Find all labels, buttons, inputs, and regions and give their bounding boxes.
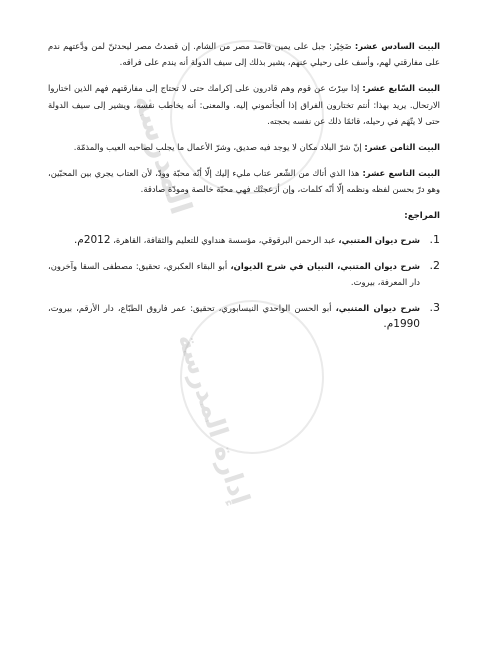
references-heading: المراجع: bbox=[404, 210, 440, 221]
reference-item-3 bbox=[48, 300, 440, 332]
reference-title: شرح ديوان المتنبي، bbox=[335, 302, 420, 313]
paragraph-text: إذا سِرْتَ عن قوم وهم قادرون على إكرامك حتى لا تحتاج إلى مفارقتهم فهم الذين اختاروا الارتحال. يريد بهذا: أنتم تختارون الفراق إذا ألجأتموني إليه. والمعنى: أنه يخاطب نفسه، ويشير إلى سيف الدولة حتى لا يتّهَم في رحيله، قائمًا ذلك عن نفسه بحجته. bbox=[48, 83, 440, 126]
watermark-text-top: المدرسة bbox=[126, 90, 199, 219]
paragraph-verse-19 bbox=[48, 165, 440, 197]
paragraph-title: البيت الثامن عشر: bbox=[364, 142, 440, 153]
paragraph-text: ضَخِيْر: جبل على يمين قاصد مصر من الشام. إن قصدتُ مصر ليحدثنّ لمن ودَّعتهم ندم على مفارقتي لهم، وأسف على رحيلي عنهم، يشير بذلك إلى سيف الدولة أنه يندم على فراقه. bbox=[48, 41, 440, 68]
reference-title: شرح ديوان المتنبي، bbox=[338, 234, 420, 245]
reference-year: 1990م. bbox=[383, 317, 420, 330]
reference-details: عبد الرحمن البرقوقي، مؤسسة هنداوي للتعليم والثقافة، القاهرة، bbox=[110, 234, 339, 245]
reference-number: 1. bbox=[429, 232, 440, 246]
reference-number: 3. bbox=[429, 300, 440, 314]
paragraph-verse-17 bbox=[48, 80, 440, 129]
reference-details: أبو البقاء العكبري، تحقيق: مصطفى السقا وآخرون، دار المعرفة، بيروت. bbox=[48, 260, 420, 287]
paragraph-title: البيت التاسع عشر: bbox=[362, 168, 440, 179]
paragraph-title: البيت السّابع عشر: bbox=[362, 83, 440, 94]
reference-title: شرح ديوان المتنبي، التبيان في شرح الديوان، bbox=[230, 260, 420, 271]
watermark-text-bottom: إدارة المدرسة bbox=[171, 330, 255, 509]
reference-item-2 bbox=[48, 258, 440, 290]
paragraph-title: البيت السادس عشر: bbox=[354, 41, 441, 51]
paragraph-text: إنّ شرّ البلاد مكان لا يوجد فيه صديق، وشرّ الأعمال ما يجلب لصاحبه العيب والمذمّة. bbox=[73, 142, 365, 153]
reference-item-1 bbox=[48, 232, 440, 248]
reference-number: 2. bbox=[429, 258, 440, 272]
reference-year: 2012م. bbox=[73, 233, 111, 246]
paragraph-verse-16 bbox=[48, 38, 440, 70]
paragraph-verse-18 bbox=[48, 139, 440, 155]
paragraph-text: هذا الذي أتاك من الشّعر عتاب مليء إليك إلّا أنّه محبّة وودّ، لأن العتاب يجري بين المحبّين، وهو درّ بحسن لفظه ونظمه إلّا أنّه كلمات، وإن أزعجتْك فهي محبّة خالصة ومودّة صادقة. bbox=[48, 168, 440, 195]
reference-details: أبو الحسن الواحدي النيسابوري، تحقيق: عمر فاروق الطبّاع، دار الأرقم، بيروت، bbox=[48, 302, 336, 313]
document-body bbox=[48, 38, 440, 342]
